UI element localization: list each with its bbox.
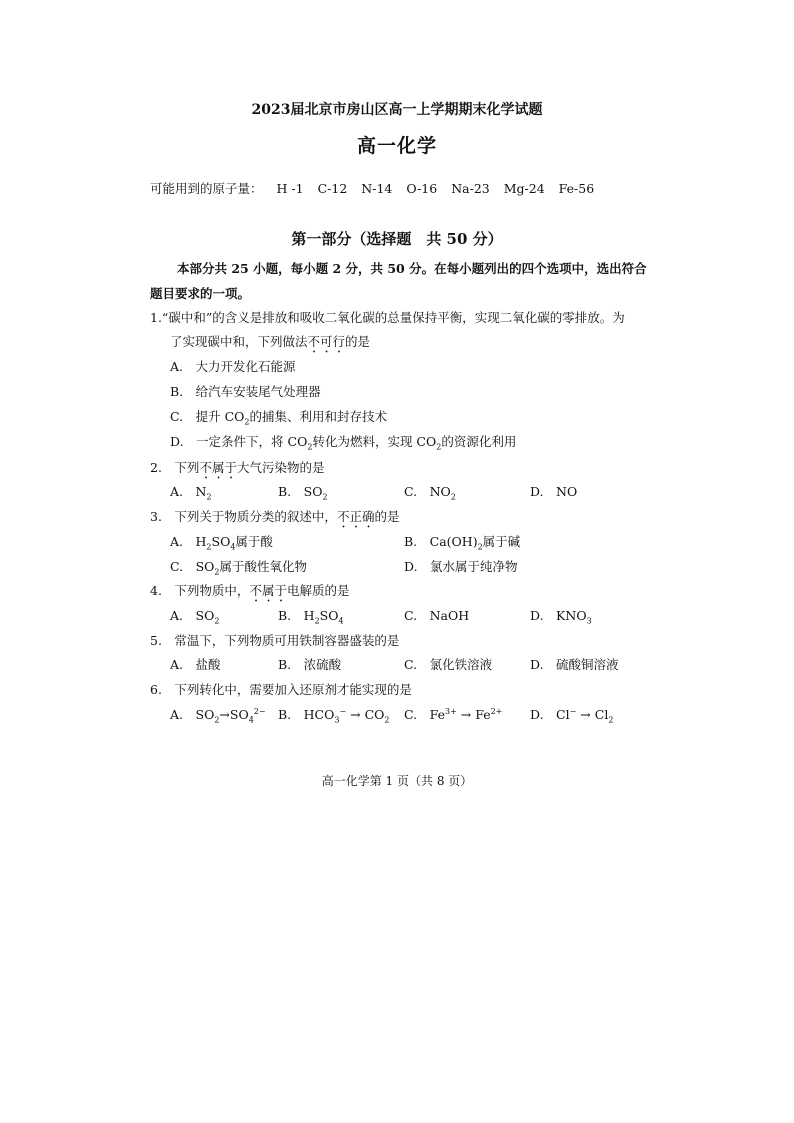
q1-option-c xyxy=(170,407,387,425)
q6-option-d-sup: − xyxy=(569,706,577,716)
q3-option-d: D. 氯水属于纯净物 xyxy=(404,559,518,574)
q4-stem-post: 电解质的是 xyxy=(286,583,350,598)
part1-heading: 第一部分（选择题 共 50 分） xyxy=(291,230,503,248)
q1-option-d-sub1: 2 xyxy=(307,442,313,452)
atomic-mass-n: N-14 xyxy=(361,181,393,196)
q2-option-a-sub: 2 xyxy=(206,492,212,502)
q2-option-c-sub: 2 xyxy=(450,492,456,502)
q4-stem-pre: 4. 下列物质中， xyxy=(150,583,250,598)
atomic-masses-label: 可能用到的原子量： xyxy=(150,181,263,196)
q6-option-c xyxy=(404,705,502,723)
atomic-mass-o: O-16 xyxy=(406,181,438,196)
q6-option-b-sup: − xyxy=(339,706,347,716)
q1-option-a: A. 大力开发化石能源 xyxy=(170,359,296,374)
q5-option-d: D. 硫酸铜溶液 xyxy=(530,657,619,672)
q6-option-a-pre: A. SO xyxy=(170,707,215,722)
subject-title: 高一化学 xyxy=(356,135,437,157)
q2-stem-pre: 2. 下列 xyxy=(150,460,200,475)
q1-stem-line1: 1.“碳中和”的含义是排放和吸收二氧化碳的总量保持平衡，实现二氧化碳的零排放。为 xyxy=(150,310,625,325)
q4-option-a-text: A. SO xyxy=(170,608,215,623)
q6-stem: 6. 下列转化中，需要加入还原剂才能实现的是 xyxy=(150,682,412,697)
q2-option-c xyxy=(404,482,456,500)
page-footer: 高一化学第 1 页（共 8 页） xyxy=(321,774,473,788)
q6-option-d-arrow: → Cl xyxy=(576,707,609,722)
q6-option-b-arrow: → CO xyxy=(346,707,385,722)
q6-option-a-sub: 2 xyxy=(214,715,220,725)
q6-option-c-sup2: 2+ xyxy=(490,706,503,716)
q1-option-d-sub2: 2 xyxy=(436,442,442,452)
q2-option-a xyxy=(170,482,212,500)
q1-stem-emphasis: 不可行 xyxy=(307,334,346,349)
q4-option-d xyxy=(530,606,592,624)
q1-stem-pre: 了实现碳中和，下列做法 xyxy=(170,334,308,349)
q4-option-a-sub: 2 xyxy=(214,616,220,626)
q4-stem-emphasis: 不属于 xyxy=(249,583,287,598)
atomic-masses xyxy=(150,179,608,197)
q3-option-c-post: 属于酸性氧化物 xyxy=(219,559,308,574)
q1-option-d-mid: 转化为燃料，实现 CO xyxy=(312,434,437,449)
q4-option-b-pre: B. H xyxy=(278,608,315,623)
q6-option-d xyxy=(530,705,613,723)
q3-option-c xyxy=(170,557,307,575)
atomic-mass-na: Na-23 xyxy=(451,181,490,196)
q1-option-d-pre: D. 一定条件下，将 CO xyxy=(170,434,308,449)
q6-option-c-arrow: → Fe xyxy=(456,707,491,722)
q6-option-a-sub2: 4 xyxy=(248,715,254,725)
q6-option-a xyxy=(170,705,266,723)
q2-stem-post: 大气污染物的是 xyxy=(236,460,325,475)
q3-option-b xyxy=(404,532,520,550)
q3-option-c-sub: 2 xyxy=(214,567,220,577)
q2-option-a-text: A. N xyxy=(170,484,207,499)
q3-stem-emphasis: 不正确 xyxy=(336,509,375,524)
q2-option-d: D. NO xyxy=(530,484,578,499)
q6-option-a-sup: 2− xyxy=(253,706,266,716)
part1-intro-line1: 本部分共 25 小题，每小题 2 分，共 50 分。在每小题列出的四个选项中，选出符合 xyxy=(177,261,647,276)
part1-intro-line2: 题目要求的一项。 xyxy=(150,286,251,301)
q3-option-a-mid: SO xyxy=(211,534,231,549)
q3-option-b-post: 属于碱 xyxy=(482,534,521,549)
q1-option-c-pre: C. 提升 CO xyxy=(170,409,245,424)
q6-option-b-pre: B. HCO xyxy=(278,707,335,722)
q4-option-d-text: D. KNO xyxy=(530,608,587,623)
q5-option-a: A. 盐酸 xyxy=(170,657,221,672)
q1-stem-line2 xyxy=(170,332,370,356)
q2-stem-emphasis: 不属于 xyxy=(199,460,237,475)
q2-option-c-text: C. NO xyxy=(404,484,451,499)
atomic-mass-c: C-12 xyxy=(317,181,348,196)
q3-stem xyxy=(150,507,399,531)
q2-option-b xyxy=(278,482,328,500)
q4-option-d-sub: 3 xyxy=(586,616,592,626)
q6-option-c-pre: C. Fe xyxy=(404,707,445,722)
q2-option-b-sub: 2 xyxy=(322,492,328,502)
q4-option-b-mid: SO xyxy=(319,608,339,623)
q5-option-b: B. 浓硫酸 xyxy=(278,657,342,672)
q4-stem xyxy=(150,581,349,605)
q5-stem: 5. 常温下，下列物质可用铁制容器盛装的是 xyxy=(150,633,400,648)
atomic-mass-fe: Fe-56 xyxy=(558,181,595,196)
atomic-mass-mg: Mg-24 xyxy=(503,181,545,196)
q2-stem xyxy=(150,458,324,482)
q3-option-a xyxy=(170,532,273,550)
q6-option-d-sub: 2 xyxy=(608,715,614,725)
q3-option-c-pre: C. SO xyxy=(170,559,215,574)
q1-option-d xyxy=(170,432,516,450)
q2-option-b-text: B. SO xyxy=(278,484,323,499)
atomic-mass-h: H -1 xyxy=(276,181,304,196)
q3-option-a-sub2: 4 xyxy=(230,542,236,552)
q5-option-c: C. 氯化铁溶液 xyxy=(404,657,493,672)
q3-option-a-pre: A. H xyxy=(170,534,207,549)
q1-option-c-post: 的捕集、利用和封存技术 xyxy=(249,409,387,424)
q4-option-c: C. NaOH xyxy=(404,608,470,623)
q3-option-a-post: 属于酸 xyxy=(235,534,273,549)
q4-option-b xyxy=(278,606,344,624)
q6-option-d-pre: D. Cl xyxy=(530,707,570,722)
q4-option-a xyxy=(170,606,219,624)
q6-option-b-sub: 3 xyxy=(334,715,340,725)
q1-option-d-post: 的资源化利用 xyxy=(441,434,517,449)
q3-stem-post: 的是 xyxy=(374,509,400,524)
q6-option-c-sup: 3+ xyxy=(444,706,457,716)
q6-option-b xyxy=(278,705,390,723)
q3-option-a-sub1: 2 xyxy=(206,542,212,552)
exam-title: 2023届北京市房山区高一上学期期末化学试题 xyxy=(251,102,543,118)
q3-option-b-sub: 2 xyxy=(477,542,483,552)
q4-option-b-sub2: 4 xyxy=(338,616,344,626)
q1-option-c-sub: 2 xyxy=(244,417,250,427)
q4-option-b-sub1: 2 xyxy=(314,616,320,626)
q1-stem-post: 的是 xyxy=(345,334,371,349)
q3-option-b-pre: B. Ca(OH) xyxy=(404,534,478,549)
q6-option-a-arrow: →SO xyxy=(219,707,249,722)
q3-stem-pre: 3. 下列关于物质分类的叙述中， xyxy=(150,509,337,524)
q1-option-b: B. 给汽车安装尾气处理器 xyxy=(170,384,321,399)
q6-option-b-sub2: 2 xyxy=(384,715,390,725)
